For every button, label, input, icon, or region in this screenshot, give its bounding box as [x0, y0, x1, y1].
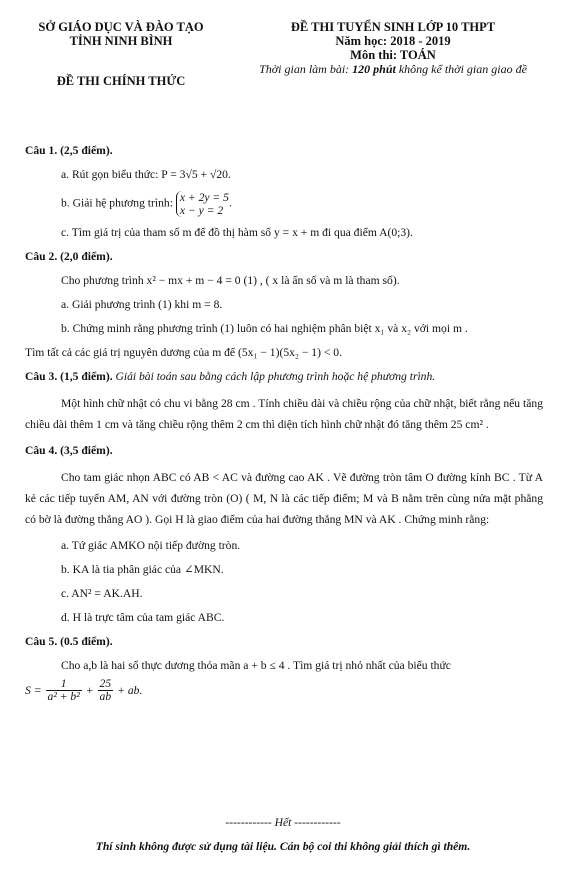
q1-a: a. Rút gọn biểu thức: P = 3√5 + √20. [61, 168, 231, 181]
department-name: SỞ GIÁO DỤC VÀ ĐÀO TẠO [38, 20, 204, 34]
q3-text: Một hình chữ nhật có chu vi bằng 28 cm . Tính chiều dài và chiều rộng của chữ nhật, biết rằng nếu tăng chiều dài thêm 1 cm và tăng chiều rộng thêm 2 cm thì diện tích hình chữ nhật đó tăng thêm 25 cm² . [25, 397, 543, 431]
equation-system: x + 2y = 5 x − y = 2 [176, 191, 229, 217]
school-year: Năm học: 2018 - 2019 [335, 34, 451, 48]
fraction-2: $\frac{25}{ab}$ [99, 677, 112, 703]
header-right [228, 20, 558, 76]
subject: Môn thi: TOÁN [350, 48, 436, 62]
q1-title: Câu 1. (2,5 điểm). [25, 144, 113, 157]
exam-body [25, 143, 543, 703]
province-name: TỈNH NINH BÌNH [69, 34, 173, 48]
q4-title: Câu 4. (3,5 điểm). [25, 444, 113, 457]
q4-text: Cho tam giác nhọn ABC có AB < AC và đường cao AK . Vẽ đường tròn tâm O đường kính BC . Từ A kẻ các tiếp tuyến AM, AN với đường tròn (O) ( M, N là các tiếp điểm; M và B nằm trên cùng nửa mặt phẳng có bờ là đường thẳng AO ). Gọi H là giao điểm của hai đường thẳng MN và AK . Chứng minh rằng: [25, 471, 543, 526]
official-exam-label: ĐỀ THI CHÍNH THỨC [56, 74, 186, 88]
exam-title: ĐỀ THI TUYỂN SINH LỚP 10 THPT [290, 20, 496, 34]
q2-a: a. Giải phương trình (1) khi m = 8. [61, 298, 223, 311]
q2-b2: Tìm tất cả các giá trị nguyên dương của m để (5x₁ − 1)(5x₂ − 1) < 0. [25, 346, 342, 359]
fraction-1: $\frac{1}{\text{a² + b²}}$ [47, 677, 80, 703]
q4-d: d. H là trực tâm của tam giác ABC. [61, 611, 225, 624]
q1-c: c. Tìm giá trị của tham số m để đồ thị hàm số y = x + m đi qua điểm A(0;3). [61, 226, 413, 239]
q4-a: a. Tứ giác AMKO nội tiếp đường tròn. [61, 539, 241, 552]
q5-title: Câu 5. (0.5 điểm). [25, 635, 113, 648]
q2-title: Câu 2. (2,0 điểm). [25, 250, 113, 263]
q3-title: Câu 3. (1,5 điểm). Giải bài toán sau bằng cách lập phương trình hoặc hệ phương trình. [25, 370, 436, 383]
q4-c: c. AN² = AK.AH. [61, 587, 143, 600]
footer-note: Thí sinh không được sử dụng tài liệu. Cán bộ coi thi không giải thích gì thêm. [95, 840, 471, 853]
q5-text: Cho a,b là hai số thực dương thỏa mãn a + b ≤ 4 . Tìm giá trị nhỏ nhất của biểu thức [61, 659, 451, 672]
q2-b: b. Chứng minh rằng phương trình (1) luôn có hai nghiệm phân biệt x₁ và x₂ với mọi m . [61, 322, 468, 335]
q4-b: b. KA là tia phân giác của ∠MKN. [61, 563, 224, 576]
q1-b: b. Giải hệ phương trình: x + 2y = 5 x − y = 2. [61, 191, 232, 217]
time-allowed: Thời gian làm bài: 120 phút không kể thời gian giao đề [259, 62, 527, 76]
header-left [26, 20, 216, 88]
q5-formula: S = $\frac{1}{\text{a² + b²}}$ + $\frac{25}{ab}$ + ab. [25, 677, 143, 703]
end-marker: ------------ Hết ------------ [225, 816, 341, 829]
q2-intro: Cho phương trình x² − mx + m − 4 = 0 (1) , ( x là ẩn số và m là tham số). [61, 274, 400, 287]
